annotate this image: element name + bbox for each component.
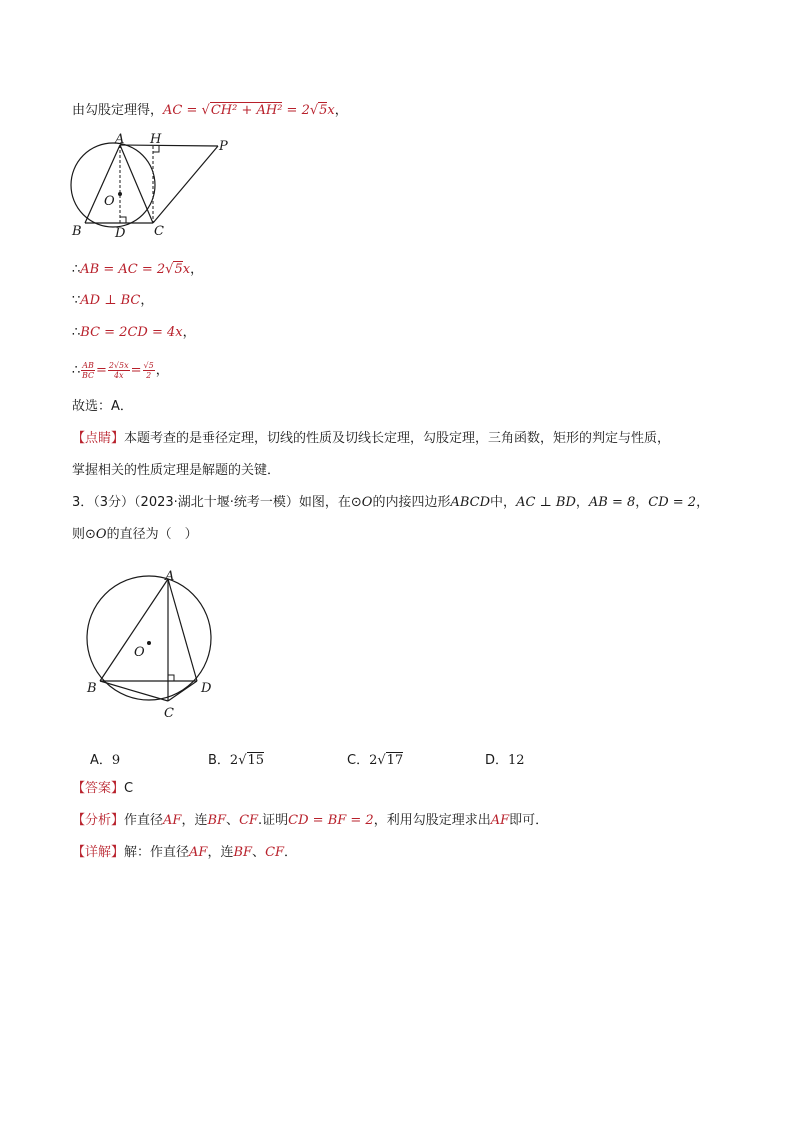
q3-ac-bd: AC ⊥ BD — [516, 495, 576, 510]
detail-tag: 【详解】 — [72, 845, 125, 860]
text: 、 — [226, 813, 240, 828]
punct: ， — [696, 495, 710, 510]
math-radicand: CH² + AH² — [210, 103, 283, 118]
label-d: D — [115, 226, 126, 241]
analysis-line — [72, 811, 548, 831]
choice-b: B．2√15 — [208, 753, 265, 768]
label-c: C — [164, 706, 174, 721]
text: ，利用勾股定理求出 — [373, 813, 491, 828]
q3-o: O — [95, 527, 107, 542]
math-af: AF — [163, 813, 182, 828]
frac-den-4x: 4x — [113, 371, 124, 380]
therefore-symbol: ∴ — [72, 325, 81, 340]
text: .证明 — [258, 813, 289, 828]
choice-a-value: 9 — [111, 753, 121, 768]
q3-o: O — [361, 495, 373, 510]
center-point-o — [147, 641, 151, 645]
frac-num-2root5x: 2√5x — [108, 361, 129, 370]
choice-d — [485, 749, 525, 768]
label-a: A — [165, 569, 175, 584]
detail-line — [72, 843, 297, 863]
punct: ， — [155, 363, 169, 378]
right-angle-d — [120, 217, 126, 223]
line-pc — [153, 146, 218, 223]
figure-2-inscribed-quadrilateral — [80, 562, 220, 722]
punct: ， — [182, 325, 196, 340]
q3-text: 3．（3分）（2023·湖北十堰·统考一模）如图，在⊙ — [72, 495, 362, 510]
text: 由勾股定理得， — [72, 103, 164, 118]
eq: = — [95, 363, 107, 378]
q3-text: 中， — [490, 495, 517, 510]
math-x: x — [182, 262, 191, 277]
tangent-ap — [120, 145, 218, 146]
punct: ， — [334, 103, 348, 118]
text: 解：作直径 — [124, 845, 190, 860]
label-b: B — [72, 224, 82, 239]
choice-c-radicand: 17 — [386, 753, 404, 768]
text: 即可． — [509, 813, 549, 828]
text: ，连 — [207, 845, 234, 860]
comment-line-2: 掌握相关的性质定理是解题的关键． — [72, 463, 281, 478]
center-point-o — [118, 192, 122, 196]
choice-b-label: B． — [208, 753, 230, 768]
choice-b-coef: 2 — [229, 753, 239, 768]
frac-den-2: 2 — [146, 371, 152, 380]
punct: ， — [575, 495, 589, 510]
label-d: D — [201, 681, 212, 696]
math-cd-bf: CD = BF = 2 — [288, 813, 374, 828]
q3-cd-2: CD = 2 — [648, 495, 697, 510]
label-b: B — [87, 681, 97, 696]
math-bc: BC = 2CD = 4x — [80, 325, 183, 340]
choice-c-coef: 2 — [369, 753, 378, 768]
frac-num-root5: √5 — [143, 361, 154, 370]
right-angle-mark — [168, 675, 174, 681]
math-x: x — [327, 103, 335, 118]
text: ． — [284, 845, 298, 860]
q3-text: 的直径为（ ） — [106, 527, 198, 542]
q3-ab-8: AB = 8 — [588, 495, 636, 510]
circle-o — [71, 143, 155, 227]
math-af: AF — [189, 845, 208, 860]
question-3-line-2 — [72, 525, 198, 545]
choice-a-label: A． — [90, 753, 112, 768]
comment-line-1 — [72, 429, 670, 449]
math-radicand-5: 5 — [174, 262, 183, 277]
because-symbol: ∵ — [72, 293, 81, 308]
question-3-line-1 — [72, 493, 709, 513]
label-o: O — [134, 645, 145, 660]
side-ab — [85, 145, 120, 223]
math-eq: = 2 — [282, 103, 310, 118]
answer-tag: 【答案】 — [72, 781, 125, 796]
therefore-symbol: ∴ — [72, 363, 81, 378]
label-p: P — [219, 139, 228, 154]
punct: ， — [190, 262, 204, 277]
q3-text: 的内接四边形 — [372, 495, 451, 510]
side-ac — [120, 145, 153, 223]
therefore-symbol: ∴ — [72, 262, 81, 277]
punct: ， — [140, 293, 154, 308]
answer-value: C — [124, 781, 134, 796]
solution-line-perpendicular — [72, 291, 153, 311]
figure-1-circle-tangent — [60, 130, 240, 245]
math-ad-bc: AD ⊥ BC — [80, 293, 141, 308]
solution-line-pythagoras: 由勾股定理得，AC = √CH² + AH² = 2√5x， — [72, 103, 348, 118]
choice-a — [90, 749, 120, 768]
text: 、 — [252, 845, 266, 860]
comment-text: 本题考查的是垂径定理，切线的性质及切线长定理，勾股定理，三角函数，矩形的判定与性质， — [124, 431, 671, 446]
label-c: C — [154, 224, 164, 239]
math-ac: AC = — [163, 103, 202, 118]
label-h: H — [150, 132, 162, 147]
text: 作直径 — [124, 813, 164, 828]
q3-text: 则⊙ — [72, 527, 96, 542]
answer-line — [72, 779, 133, 799]
math-cf: CF — [239, 813, 259, 828]
solution-line-bc — [72, 323, 196, 343]
punct: ， — [635, 495, 649, 510]
choice-d-label: D． — [485, 753, 509, 768]
math-bf: BF — [233, 845, 253, 860]
math-af: AF — [490, 813, 510, 828]
text: ，连 — [181, 813, 208, 828]
math-radicand-5: 5 — [319, 103, 328, 118]
choice-d-value: 12 — [508, 753, 525, 768]
choice-b-radicand: 15 — [247, 753, 265, 768]
choice-c: C．2√17 — [347, 753, 404, 768]
frac-den-bc: BC — [82, 371, 95, 380]
analysis-tag: 【分析】 — [72, 813, 125, 828]
eq: = — [130, 363, 142, 378]
solution-line-ab-ac: ∴AB = AC = 2√5x， — [72, 262, 204, 277]
solution-line-ratio — [72, 357, 169, 385]
math-ab-ac: AB = AC = 2 — [80, 262, 166, 277]
math-bf: BF — [207, 813, 227, 828]
q3-abcd: ABCD — [450, 495, 491, 510]
frac-num-ab: AB — [82, 361, 94, 370]
side-cd — [168, 681, 197, 701]
math-cf: CF — [265, 845, 285, 860]
comment-tag: 【点睛】 — [72, 431, 125, 446]
label-o: O — [104, 194, 115, 209]
label-a: A — [115, 132, 125, 147]
side-ab — [100, 579, 168, 681]
choice-c-label: C． — [347, 753, 370, 768]
answer-choice-line: 故选：A． — [72, 399, 133, 414]
